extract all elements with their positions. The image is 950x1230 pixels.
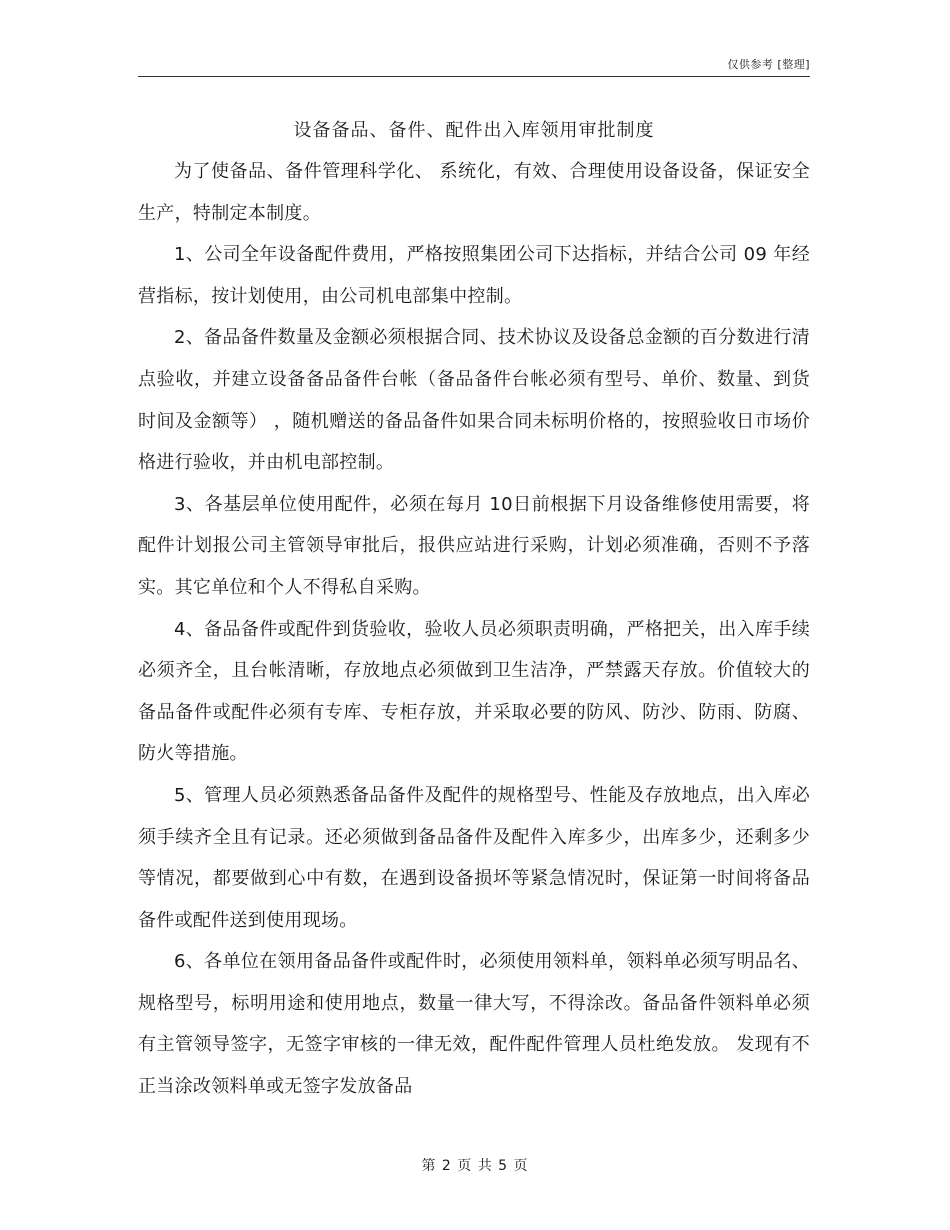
paragraph-6: 6、各单位在领用备品备件或配件时，必须使用领料单，领料单必须写明品名、规格型号，标明用途和使用地点，数量一律大写，不得涂改。备品备件领料单必须有主管领导签字，无签字审核的一律无效，配件配件管理人员杜绝发放。 发现有不正当涂改领料单或无签字发放备品	[138, 951, 810, 1098]
page-number: 第 2 页 共 5 页	[421, 1158, 529, 1174]
paragraph-3: 3、各基层单位使用配件，必须在每月 10日前根据下月设备维修使用需要，将配件计划报公司主管领导审批后，报供应站进行采购，计划必须准确，否则不予落实。其它单位和个人不得私自采购。	[138, 493, 810, 598]
paragraph-2: 2、备品备件数量及金额必须根据合同、技术协议及设备总金额的百分数进行清点验收，并建立设备备品备件台帐（备品备件台帐必须有型号、单价、数量、到货时间及金额等） ，随机赠送的备品备件如果合同未标明价格的，按照验收日市场价格进行验收，并由机电部控制。	[138, 327, 810, 474]
header-note: 仅供参考 [整理]	[727, 58, 810, 71]
document-title: 设备备品、备件、配件出入库领用审批制度	[293, 120, 655, 141]
paragraph-4: 4、备品备件或配件到货验收，验收人员必须职责明确，严格把关，出入库手续必须齐全，且台帐清晰，存放地点必须做到卫生洁净，严禁露天存放。价值较大的备品备件或配件必须有专库、专柜存放，并采取必要的防风、防沙、防雨、防腐、防火等措施。	[138, 618, 810, 765]
paragraph-1: 1、公司全年设备配件费用，严格按照集团公司下达指标，并结合公司 09 年经营指标，按计划使用，由公司机电部集中控制。	[138, 244, 810, 307]
paragraph-intro: 为了使备品、备件管理科学化、 系统化，有效、合理使用设备设备，保证安全生产，特制定本制度。	[138, 161, 810, 224]
document-body	[138, 151, 810, 1108]
paragraph-5: 5、管理人员必须熟悉备品备件及配件的规格型号、性能及存放地点，出入库必须手续齐全且有记录。还必须做到备品备件及配件入库多少，出库多少，还剩多少等情况，都要做到心中有数，在遇到设备损坏等紧急情况时，保证第一时间将备品备件或配件送到使用现场。	[138, 784, 810, 931]
header-divider	[138, 76, 810, 77]
